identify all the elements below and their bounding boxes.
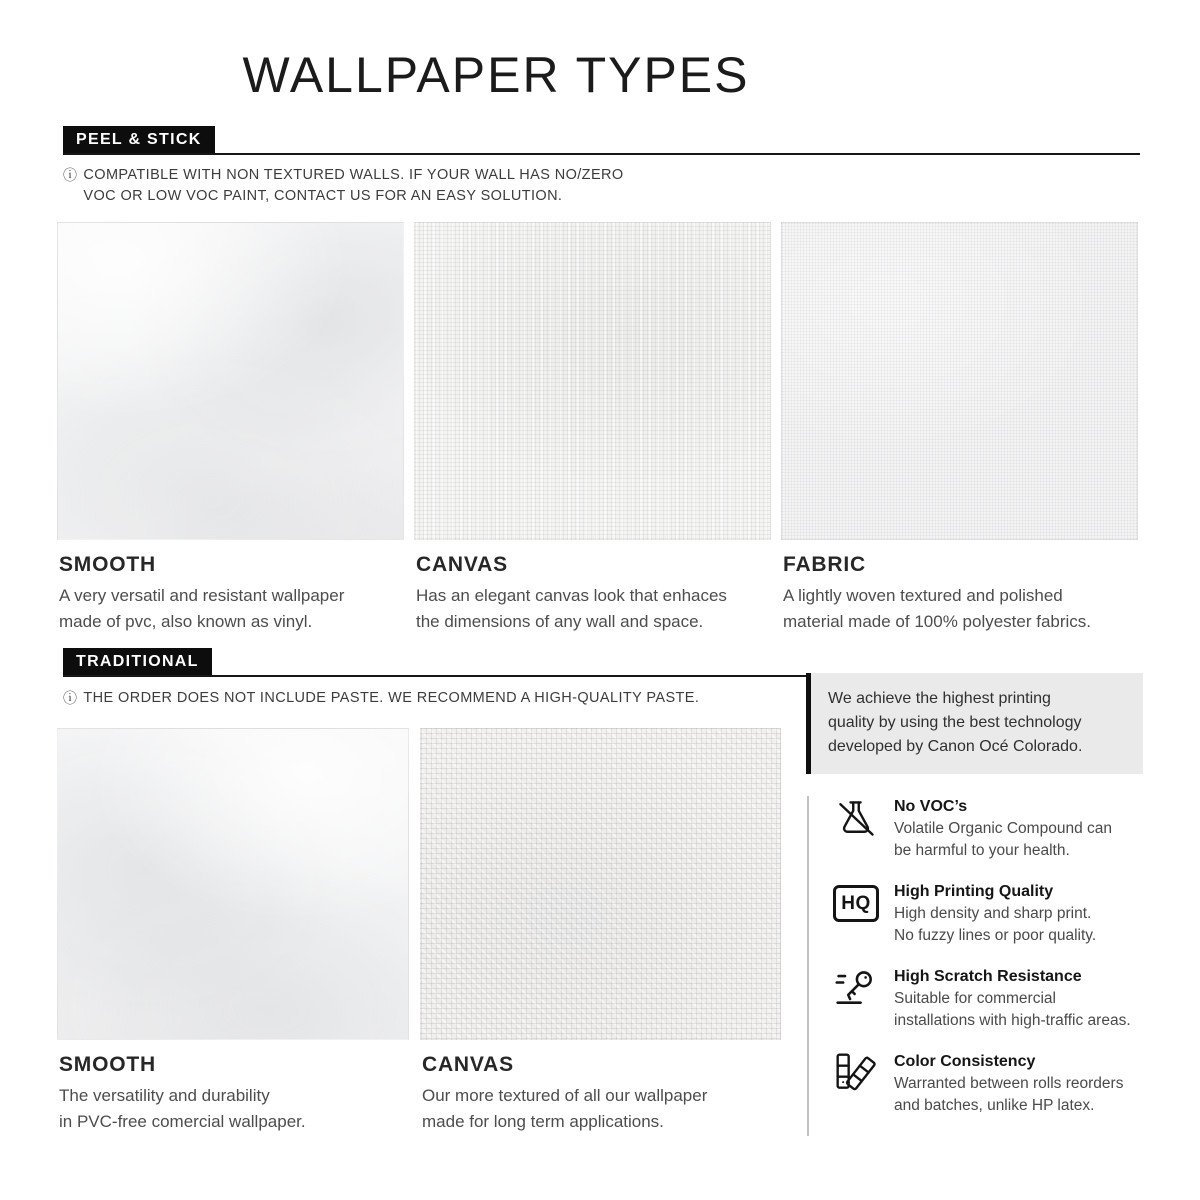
canvas-texture-sample <box>414 222 771 540</box>
feature-description <box>894 903 1096 946</box>
fabric-texture-sample <box>781 222 1138 540</box>
note-line: COMPATIBLE WITH NON TEXTURED WALLS. IF YOUR WALL HAS NO/ZERO <box>83 167 624 183</box>
peel-stick-label: PEEL & STICK <box>63 126 215 153</box>
color-swatches-icon <box>833 1051 879 1116</box>
swatch-card-canvas <box>420 728 781 1135</box>
swatch-title: FABRIC <box>783 553 866 576</box>
swatch-title: SMOOTH <box>59 553 156 576</box>
feature-title: High Scratch Resistance <box>894 968 1082 985</box>
swatch-description <box>422 1083 781 1135</box>
feature-title: No VOC’s <box>894 798 968 815</box>
callout-line: quality by using the best technology <box>828 714 1082 731</box>
swatch-description <box>416 583 771 635</box>
traditional-label: TRADITIONAL <box>63 648 212 675</box>
description-line: installations with high-traffic areas. <box>894 1011 1131 1029</box>
traditional-note <box>63 688 699 709</box>
description-line: Volatile Organic Compound can <box>894 820 1112 837</box>
info-icon: ⓘ <box>63 690 78 706</box>
info-icon: ⓘ <box>63 167 78 183</box>
feature-text <box>894 966 1131 1031</box>
peel-stick-swatch-row <box>57 222 1138 635</box>
description-line: be harmful to your health. <box>894 841 1070 859</box>
feature-description <box>894 818 1112 861</box>
traditional-swatch-row <box>57 728 781 1135</box>
hq-badge-text: HQ <box>833 885 879 922</box>
feature-list <box>807 796 1179 1136</box>
feature-color-consistency <box>833 1051 1179 1116</box>
description-line: High density and sharp print. <box>894 905 1092 922</box>
description-line: A lightly woven textured and polished <box>783 586 1063 605</box>
note-line: THE ORDER DOES NOT INCLUDE PASTE. WE RECOMMEND A HIGH-QUALITY PASTE. <box>83 690 700 706</box>
swatch-title: CANVAS <box>422 1053 514 1076</box>
smooth-texture-sample <box>57 728 409 1040</box>
swatch-title: CANVAS <box>416 553 508 576</box>
canvas-texture-sample <box>420 728 781 1040</box>
description-line: Our more textured of all our wallpaper <box>422 1086 708 1105</box>
feature-text <box>894 796 1112 861</box>
feature-description <box>894 988 1131 1031</box>
feature-title: High Printing Quality <box>894 883 1054 900</box>
feature-text <box>894 881 1096 946</box>
peel-stick-note <box>63 165 624 207</box>
printing-quality-callout <box>806 673 1143 774</box>
section-header-peel-stick <box>63 126 1140 155</box>
feature-description <box>894 1073 1123 1116</box>
description-line: in PVC-free comercial wallpaper. <box>59 1112 306 1131</box>
swatch-description <box>59 1083 409 1135</box>
description-line: made of pvc, also known as vinyl. <box>59 612 313 631</box>
smooth-texture-sample <box>57 222 404 540</box>
description-line: No fuzzy lines or poor quality. <box>894 926 1097 944</box>
swatch-card-smooth <box>57 728 409 1135</box>
swatch-card-fabric <box>781 222 1138 635</box>
traditional-note-text <box>83 688 699 709</box>
feature-title: Color Consistency <box>894 1053 1036 1070</box>
description-line: Warranted between rolls reorders <box>894 1075 1124 1092</box>
peel-stick-note-text <box>83 165 623 207</box>
page-title: WALLPAPER TYPES <box>242 47 750 103</box>
feature-text <box>894 1051 1123 1116</box>
description-line: made for long term applications. <box>422 1112 664 1131</box>
description-line: and batches, unlike HP latex. <box>894 1096 1095 1114</box>
description-line: Has an elegant canvas look that enhaces <box>416 586 727 605</box>
description-line: A very versatil and resistant wallpaper <box>59 586 345 605</box>
description-line: The versatility and durability <box>59 1086 270 1105</box>
no-voc-icon <box>833 796 879 861</box>
swatch-title: SMOOTH <box>59 1053 156 1076</box>
feature-scratch-resistance <box>833 966 1179 1031</box>
hq-badge-icon <box>833 881 879 946</box>
swatch-card-canvas <box>414 222 771 635</box>
callout-line: We achieve the highest printing <box>828 690 1051 707</box>
swatch-card-smooth <box>57 222 404 635</box>
description-line: material made of 100% polyester fabrics. <box>783 612 1092 631</box>
callout-line: developed by Canon Océ Colorado. <box>828 738 1083 755</box>
note-line: VOC OR LOW VOC PAINT, CONTACT US FOR AN EASY SOLUTION. <box>83 188 563 204</box>
feature-no-voc <box>833 796 1179 861</box>
swatch-description <box>783 583 1138 635</box>
description-line: the dimensions of any wall and space. <box>416 612 704 631</box>
feature-high-printing-quality <box>833 881 1179 946</box>
swatch-description <box>59 583 404 635</box>
description-line: Suitable for commercial <box>894 990 1056 1007</box>
scratch-key-icon <box>833 966 879 1031</box>
